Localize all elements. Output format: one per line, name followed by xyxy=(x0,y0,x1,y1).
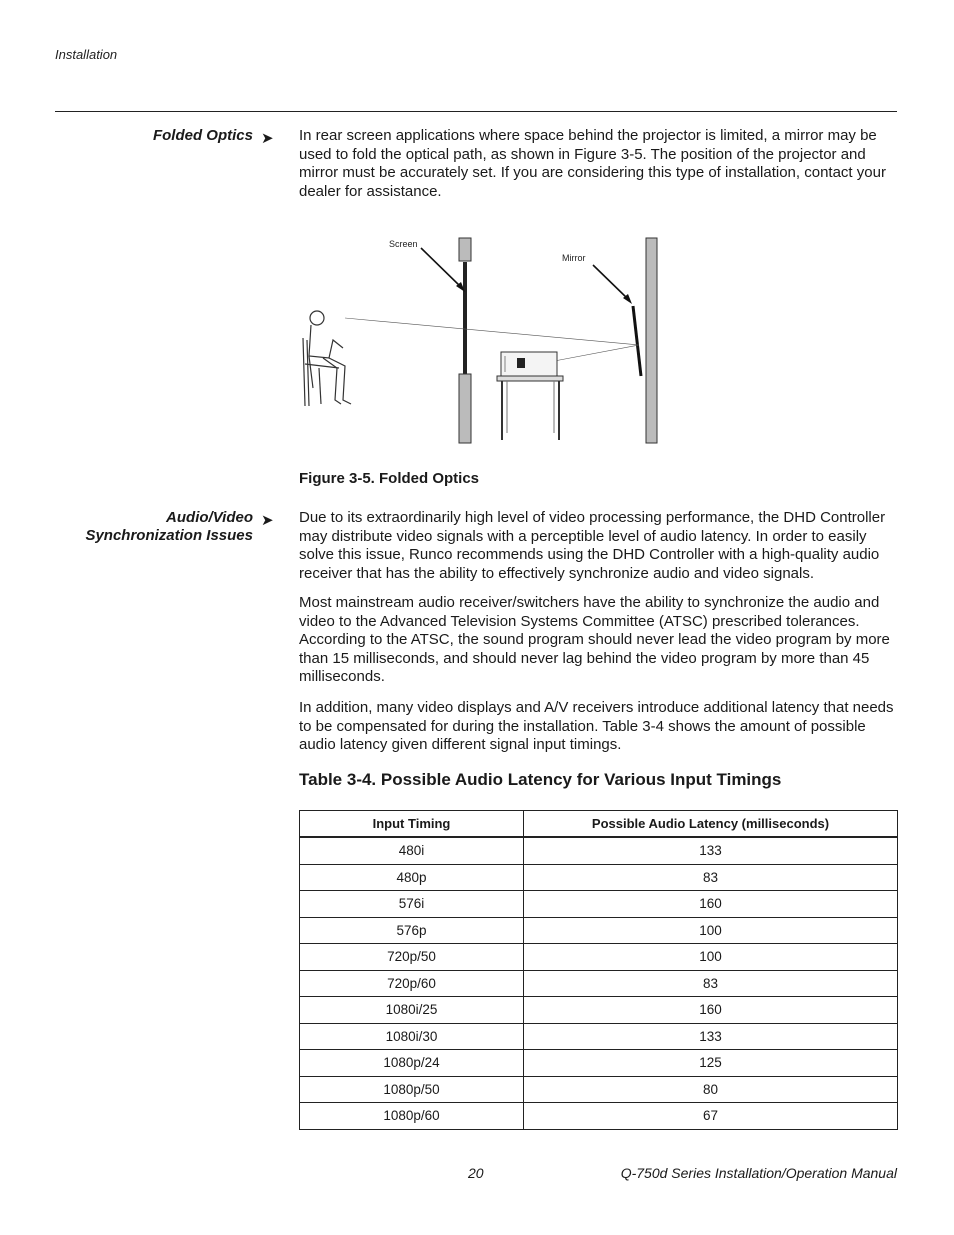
table-row xyxy=(300,944,898,971)
av-sync-heading xyxy=(85,509,253,545)
screen-label: Screen xyxy=(389,239,418,249)
av-sync-para-3: In addition, many video displays and A/V receivers introduce additional latency that needs to be compensated for during the installation. Table 3-4 shows the amount of possible audio latency given different signal input timings. xyxy=(299,699,894,753)
table-row xyxy=(300,1103,898,1130)
table-row xyxy=(300,1023,898,1050)
latency-cell: 67 xyxy=(524,1103,898,1130)
viewing-ray xyxy=(345,318,639,345)
mirror-leader xyxy=(593,265,629,300)
seated-viewer xyxy=(303,311,351,406)
input-timing-cell: 1080p/50 xyxy=(300,1076,524,1103)
table-row xyxy=(300,970,898,997)
latency-table xyxy=(299,810,898,1130)
table-row xyxy=(300,891,898,918)
input-timing-cell: 1080i/25 xyxy=(300,997,524,1024)
projector-lens xyxy=(517,358,525,368)
running-header: Installation xyxy=(55,47,118,62)
table-row xyxy=(300,917,898,944)
latency-cell: 160 xyxy=(524,891,898,918)
screen-panel xyxy=(463,262,467,374)
column-header-input-timing: Input Timing xyxy=(300,811,524,838)
table-row xyxy=(300,837,898,864)
latency-cell: 160 xyxy=(524,997,898,1024)
wall xyxy=(646,238,657,443)
mirror-label: Mirror xyxy=(562,253,586,263)
latency-cell: 133 xyxy=(524,1023,898,1050)
input-timing-cell: 480p xyxy=(300,864,524,891)
latency-cell: 83 xyxy=(524,970,898,997)
screen-bottom-block xyxy=(459,374,471,443)
projector xyxy=(501,352,557,376)
table-row xyxy=(300,864,898,891)
table-header-row xyxy=(300,811,898,838)
latency-cell: 80 xyxy=(524,1076,898,1103)
av-sync-para-2: Most mainstream audio receiver/switchers have the ability to synchronize the audio and video to the Advanced Television Systems Committee (ATSC) prescribed tolerances. According to the ATSC, the sound program should never lead the video program by more than 15 milliseconds, and should never lag behind the video program by more than 45 milliseconds. xyxy=(299,594,890,685)
screen-leader xyxy=(421,248,462,288)
input-timing-cell: 1080i/30 xyxy=(300,1023,524,1050)
latency-cell: 100 xyxy=(524,917,898,944)
input-timing-cell: 1080p/24 xyxy=(300,1050,524,1077)
av-sync-heading-line1: Audio/Video xyxy=(166,509,253,526)
column-header-audio-latency: Possible Audio Latency (milliseconds) xyxy=(524,811,898,838)
folded-optics-heading: Folded Optics xyxy=(152,127,253,144)
latency-cell: 83 xyxy=(524,864,898,891)
input-timing-cell: 720p/50 xyxy=(300,944,524,971)
header-rule xyxy=(55,111,897,112)
figure-caption: Figure 3-5. Folded Optics xyxy=(299,470,480,487)
table-title: Table 3-4. Possible Audio Latency for Various Input Timings xyxy=(299,770,782,789)
mirror xyxy=(633,306,641,376)
projection-ray xyxy=(549,345,639,362)
av-sync-arrow-icon: ➤ xyxy=(261,512,274,529)
folded-optics-figure xyxy=(299,228,679,448)
input-timing-cell: 480i xyxy=(300,837,524,864)
input-timing-cell: 720p/60 xyxy=(300,970,524,997)
table-top xyxy=(497,376,563,381)
page-number: 20 xyxy=(468,1165,484,1181)
input-timing-cell: 1080p/60 xyxy=(300,1103,524,1130)
input-timing-cell: 576i xyxy=(300,891,524,918)
latency-cell: 125 xyxy=(524,1050,898,1077)
av-sync-para-1: Due to its extraordinarily high level of video processing performance, the DHD Controller may distribute video signals with a perceptible level of audio latency. In order to easily solve this issue, Runco recommends using the DHD Controller with a high-quality audio receiver that has the ability to effectively synchronize audio and video signals. xyxy=(299,509,886,582)
input-timing-cell: 576p xyxy=(300,917,524,944)
latency-cell: 100 xyxy=(524,944,898,971)
folded-optics-body: In rear screen applications where space behind the projector is limited, a mirror may be used to fold the optical path, as shown in Figure 3-5. The position of the projector and mirror must be accurately set. If you are considering this type of installation, contact your dealer for assistance. xyxy=(299,127,886,200)
table-row xyxy=(300,997,898,1024)
screen-top-block xyxy=(459,238,471,261)
folded-optics-arrow-icon: ➤ xyxy=(261,130,274,147)
table-row xyxy=(300,1076,898,1103)
latency-cell: 133 xyxy=(524,837,898,864)
manual-title: Q-750d Series Installation/Operation Manual xyxy=(620,1165,897,1181)
table-row xyxy=(300,1050,898,1077)
av-sync-heading-line2: Synchronization Issues xyxy=(85,527,253,544)
